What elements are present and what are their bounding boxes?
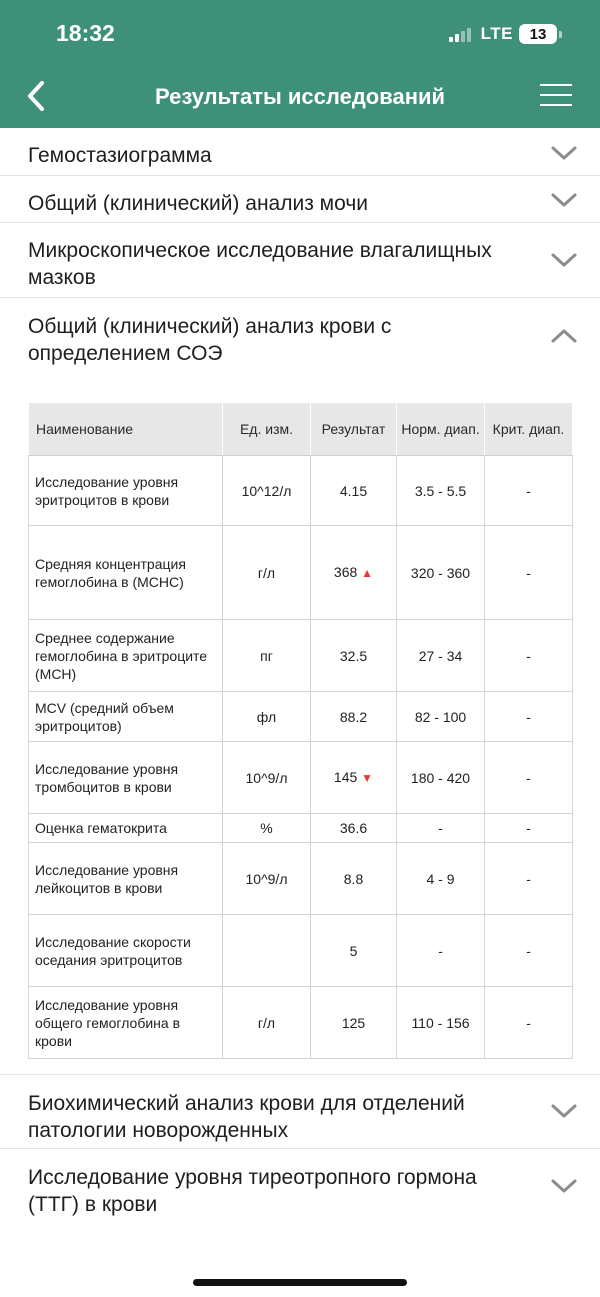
app-header: [0, 0, 600, 128]
result-value: 88.2: [339, 708, 368, 725]
column-header: Наименование: [29, 403, 223, 456]
low-flag-icon: ▼: [361, 771, 374, 785]
result: [311, 987, 397, 1059]
table-row: [29, 692, 573, 742]
chevron-down-icon: [550, 190, 578, 210]
result: [311, 620, 397, 692]
result: [311, 843, 397, 915]
menu-button[interactable]: [540, 84, 572, 108]
chevron-down-icon: [550, 250, 578, 270]
unit: 10^9/л: [223, 742, 311, 814]
test-name: Исследование скорости оседания эритроцитов: [29, 915, 223, 987]
home-indicator[interactable]: [193, 1279, 407, 1286]
norm-range: -: [397, 915, 485, 987]
result: [311, 456, 397, 526]
result-value: 125: [341, 1014, 366, 1031]
result: [311, 814, 397, 843]
result-value: 4.15: [339, 482, 368, 499]
norm-range: 82 - 100: [397, 692, 485, 742]
norm-range: 27 - 34: [397, 620, 485, 692]
test-name: Исследование уровня общего гемоглобина в крови: [29, 987, 223, 1059]
high-flag-icon: ▲: [361, 566, 374, 580]
table-row: [29, 742, 573, 814]
crit-range: -: [485, 456, 573, 526]
table-row: [29, 987, 573, 1059]
crit-range: -: [485, 742, 573, 814]
unit: пг: [223, 620, 311, 692]
status-time: 18:32: [56, 20, 115, 46]
test-name: Исследование уровня тромбоцитов в крови: [29, 742, 223, 814]
chevron-up-icon[interactable]: [550, 326, 578, 346]
table-row: [29, 843, 573, 915]
section-title: Биохимический анализ крови для отделений патологии новорожденных: [28, 1092, 465, 1142]
result-value: 32.5: [339, 647, 368, 664]
unit: [223, 915, 311, 987]
section-microscopy[interactable]: [0, 223, 600, 298]
result: [311, 742, 397, 814]
norm-range: -: [397, 814, 485, 843]
battery-icon: 13: [519, 24, 557, 44]
unit: г/л: [223, 526, 311, 620]
result-value: 145: [333, 769, 358, 785]
table-row: [29, 915, 573, 987]
norm-range: 110 - 156: [397, 987, 485, 1059]
crit-range: -: [485, 814, 573, 843]
page-title: Результаты исследований: [154, 84, 446, 109]
chevron-down-icon: [550, 1101, 578, 1121]
column-header: Результат: [311, 403, 397, 456]
unit: 10^12/л: [223, 456, 311, 526]
column-header: Норм. диап.: [397, 403, 485, 456]
results-table: [28, 402, 573, 1059]
crit-range: -: [485, 526, 573, 620]
signal-icon: [449, 26, 471, 42]
result: [311, 526, 397, 620]
crit-range: -: [485, 692, 573, 742]
crit-range: -: [485, 843, 573, 915]
test-name: Среднее содержание гемоглобина в эритроците (MCH): [29, 620, 223, 692]
result-value: 368: [333, 564, 358, 580]
section-title: Гемостазиограмма: [28, 144, 212, 167]
unit: фл: [223, 692, 311, 742]
section-urine-analysis[interactable]: [0, 176, 600, 223]
unit: г/л: [223, 987, 311, 1059]
table-row: [29, 526, 573, 620]
crit-range: -: [485, 620, 573, 692]
crit-range: -: [485, 987, 573, 1059]
test-name: Средняя концентрация гемоглобина в (MCHC): [29, 526, 223, 620]
section-title: Исследование уровня тиреотропного гормона (ТТГ) в крови: [28, 1166, 477, 1216]
table-row: [29, 814, 573, 843]
column-header: Ед. изм.: [223, 403, 311, 456]
result-value: 5: [349, 942, 358, 959]
test-name: Исследование уровня лейкоцитов в крови: [29, 843, 223, 915]
norm-range: 4 - 9: [397, 843, 485, 915]
section-tsh[interactable]: [0, 1149, 600, 1223]
result-value: 36.6: [339, 820, 368, 836]
network-type: LTE: [480, 24, 513, 43]
section-hemostasiogram[interactable]: [0, 128, 600, 176]
table-header-row: [29, 403, 573, 456]
menu-line: [540, 84, 572, 86]
menu-line: [540, 104, 572, 106]
norm-range: 320 - 360: [397, 526, 485, 620]
section-title: Микроскопическое исследование влагалищных мазков: [28, 239, 492, 289]
section-title: Общий (клинический) анализ мочи: [28, 192, 368, 215]
test-name: MCV (средний объем эритроцитов): [29, 692, 223, 742]
result: [311, 692, 397, 742]
section-title[interactable]: Общий (клинический) анализ крови с определением СОЭ: [28, 315, 392, 365]
result: [311, 915, 397, 987]
chevron-down-icon: [550, 1176, 578, 1196]
battery-tip: [559, 31, 562, 38]
section-biochemistry[interactable]: [0, 1075, 600, 1149]
unit: %: [223, 814, 311, 843]
column-header: Крит. диап.: [485, 403, 573, 456]
result-value: 8.8: [343, 870, 364, 887]
test-name: Исследование уровня эритроцитов в крови: [29, 456, 223, 526]
test-name: Оценка гематокрита: [29, 814, 223, 843]
menu-line: [540, 94, 572, 96]
unit: 10^9/л: [223, 843, 311, 915]
norm-range: 3.5 - 5.5: [397, 456, 485, 526]
status-indicators: [449, 22, 562, 46]
crit-range: -: [485, 915, 573, 987]
table-row: [29, 456, 573, 526]
table-row: [29, 620, 573, 692]
chevron-down-icon: [550, 143, 578, 163]
norm-range: 180 - 420: [397, 742, 485, 814]
